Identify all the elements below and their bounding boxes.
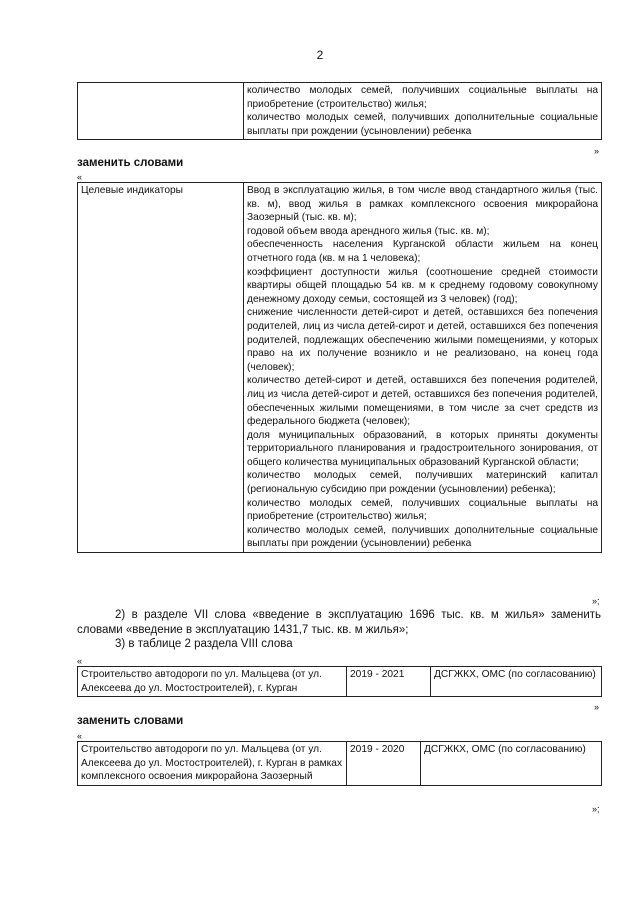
- indicator-line: доля муниципальных образований, в которых приняты документы территориального планирования и градостроительного зонирования, от общего количества муниципальных образований Курганской области;: [247, 429, 598, 468]
- table-cell-empty: [78, 83, 244, 140]
- road-exec-cell: ДСГЖКХ, ОМС (по согласованию): [431, 667, 602, 697]
- road-exec-cell: ДСГЖКХ, ОМС (по согласованию): [421, 742, 602, 786]
- road-years-cell: 2019 - 2020: [347, 742, 421, 786]
- road-name-cell: Строительство автодороги по ул. Мальцева (от ул. Алексеева до ул. Мостостроителей), г. Курган в рамках комплексного освоения микрорайона Заозерный: [78, 742, 347, 786]
- indicator-line: годовой объем ввода арендного жилья (тыс. кв. м);: [247, 225, 490, 237]
- table-continuation: [77, 82, 602, 140]
- open-quote: «: [77, 172, 83, 182]
- table-cell-label: Целевые индикаторы: [78, 183, 244, 553]
- close-quote: »: [594, 702, 600, 712]
- item-3-text: 3) в таблице 2 раздела VIII слова: [115, 638, 293, 650]
- close-quote: »: [594, 146, 600, 156]
- indicator-line: количество молодых семей, получивших социальные выплаты на приобретение (строительство) жилья;: [247, 85, 598, 110]
- open-quote: «: [77, 656, 83, 666]
- road-years-cell: 2019 - 2021: [347, 667, 431, 697]
- item-2: [77, 608, 601, 652]
- indicator-line: обеспеченность населения Курганской области жильем на конец отчетного года (кв. м на 1 человека);: [247, 239, 598, 264]
- table-road-new: [77, 741, 602, 786]
- indicator-line: количество молодых семей, получивших дополнительные социальные выплаты при рождении (усыновлении) ребенка: [247, 524, 598, 550]
- open-quote: «: [77, 731, 83, 741]
- indicator-line: количество молодых семей, получивших дополнительные социальные выплаты при рождении (усыновлении) ребенка: [247, 112, 598, 137]
- table-target-indicators: [77, 182, 602, 553]
- replace-heading: заменить словами: [77, 715, 184, 727]
- road-name-cell: Строительство автодороги по ул. Мальцева (от ул. Алексеева до ул. Мостостроителей), г. Курган: [78, 667, 347, 697]
- indicator-line: количество молодых семей, получивших социальные выплаты на приобретение (строительство) жилья;: [247, 497, 598, 523]
- indicator-line: количество детей-сирот и детей, оставшихся без попечения родителей, лиц из числа детей-сирот и детей, оставшихся без попечения родителей, обеспеченных жилыми помещениями, в том числе за счет средств из федерального бюджета (человек);: [247, 375, 598, 428]
- page-number: 2: [316, 48, 324, 62]
- table-road-old: [77, 666, 602, 697]
- indicator-line: коэффициент доступности жилья (соотношение средней стоимости квартиры общей площадью 54 кв. м к среднему годовому совокупному денежному доходу семьи, состоящей из 3 человек) (год);: [247, 266, 598, 305]
- indicator-line: количество молодых семей, получивших материнский капитал (региональную субсидию при рождении (усыновлении) ребенка);: [247, 470, 598, 496]
- close-quote: »;: [592, 596, 600, 606]
- indicator-line: Ввод в эксплуатацию жилья, в том числе ввод стандартного жилья (тыс. кв. м), ввод жилья в рамках комплексного освоения микрорайона Заозерный (тыс. кв. м);: [247, 185, 598, 224]
- replace-heading: заменить словами: [77, 157, 184, 169]
- indicator-line: снижение численности детей-сирот и детей, оставшихся без попечения родителей, лиц из числа детей-сирот и детей, оставшихся без попечения родителей, подлежащих обеспечению жилыми помещениями, у которых право на их получение возникло и не реализовано, на конец года (человек);: [247, 307, 598, 373]
- close-quote: »;: [592, 804, 600, 814]
- table-cell-indicators: [244, 183, 602, 553]
- table-cell-indicators: [244, 83, 602, 140]
- item-2-text: 2) в разделе VII слова «введение в эксплуатацию 1696 тыс. кв. м жилья» заменить словами «введение в эксплуатацию 1431,7 тыс. кв. м жилья»;: [77, 609, 601, 636]
